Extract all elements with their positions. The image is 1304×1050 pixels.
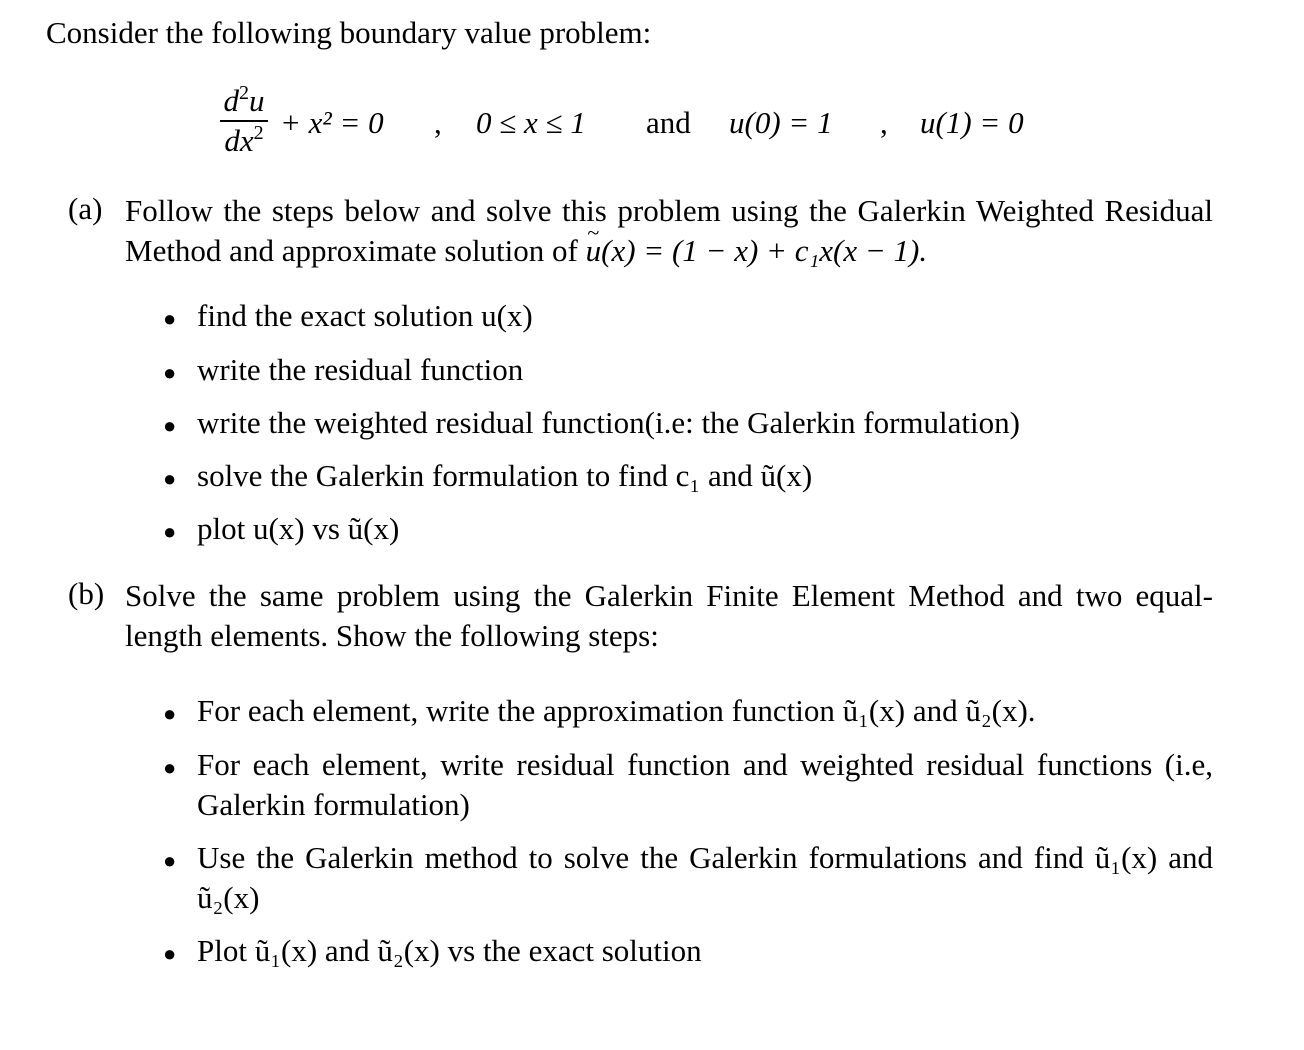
bullet-icon: ●: [163, 848, 177, 873]
part-b-line1: Solve the same problem using the Galerkin Finite Element Method and two: [125, 578, 1123, 613]
part-b-item-2: For each element, write residual function and weighted residual functions (i.e, Galerkin formulation): [197, 747, 1213, 822]
bullet-icon: ●: [163, 701, 177, 726]
boundary-condition-left: u(0) = 1: [729, 105, 833, 140]
part-b-item-3: Use the Galerkin method to solve the Galerkin formulations and find ũ₁(x) and ũ₂(x): [197, 840, 1213, 915]
part-a-item-1: find the exact solution u(x): [197, 298, 533, 333]
part-b-item-4: Plot ũ₁(x) and ũ₂(x) vs the exact solution: [197, 933, 702, 968]
equation-separator: ,: [434, 105, 442, 140]
part-a-item-3: write the weighted residual function(i.e: the Galerkin formulation): [197, 405, 1020, 440]
part-a-label: (a): [68, 191, 103, 226]
part-a-statement: [125, 191, 1213, 271]
part-b-label: (b): [68, 576, 105, 611]
boundary-condition-right: u(1) = 0: [920, 105, 1024, 140]
equation-and: and: [646, 105, 691, 140]
bullet-icon: ●: [163, 755, 177, 780]
equation-domain: 0 ≤ x ≤ 1: [476, 105, 586, 140]
part-a-line1: Follow the steps below and solve this problem using the Galerkin Weighted: [125, 193, 1094, 228]
part-b-line2: equal-length elements. Show the following steps:: [125, 578, 1213, 653]
part-a-line2-prefix: Residual Method and approximate solution of: [125, 193, 1213, 268]
part-a-item-5: plot u(x) vs ũ(x): [197, 511, 400, 546]
approx-expression: (x) = (1 − x) + c₁x(x − 1).: [601, 233, 928, 268]
problem-intro: Consider the following boundary value problem:: [46, 15, 652, 50]
bullet-icon: ●: [163, 519, 177, 544]
bullet-icon: ●: [163, 413, 177, 438]
equation-separator: ,: [880, 105, 888, 140]
part-b-statement: [125, 576, 1213, 656]
bullet-icon: ●: [163, 306, 177, 331]
fraction-denominator: $dx^2$: [224, 122, 264, 158]
approx-u-symbol: ~ u: [586, 231, 602, 271]
bullet-icon: ●: [163, 360, 177, 385]
part-a-item-2: write the residual function: [197, 352, 524, 387]
bullet-icon: ●: [163, 941, 177, 966]
equation-rest: + x² = 0: [280, 105, 384, 140]
part-a-item-4: solve the Galerkin formulation to find c₁ and ũ(x): [197, 458, 813, 493]
bullet-icon: ●: [163, 466, 177, 491]
part-b-item-1: For each element, write the approximation function ũ₁(x) and ũ₂(x).: [197, 693, 1036, 728]
fraction-numerator: $d^2u$: [223, 82, 265, 118]
derivative-fraction: [218, 82, 270, 160]
